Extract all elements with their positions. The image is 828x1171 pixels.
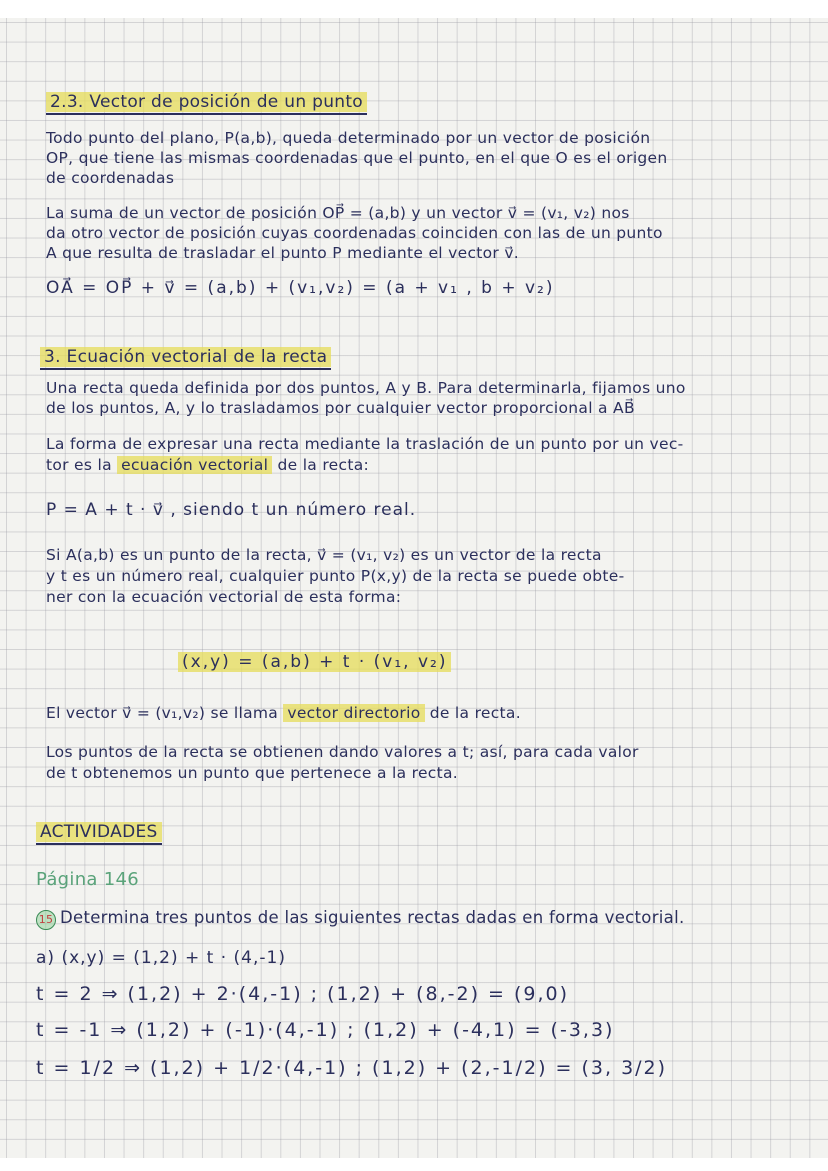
text-segment: de la recta. [429,704,521,722]
highlight-ecuacion-vectorial: ecuación vectorial [117,456,272,474]
text-line: de coordenadas [46,169,175,187]
exercise-text: Determina tres puntos de las siguientes rectas dadas en forma vectorial. [60,908,685,927]
solution-step: t = -1 ⇒ (1,2) + (-1)·(4,-1) ; (1,2) + (-4,1) = (-3,3) [36,1019,615,1041]
text-line: Todo punto del plano, P(a,b), queda determinado por un vector de posición [46,129,651,147]
text-line: ner con la ecuación vectorial de esta forma: [46,588,402,606]
section-heading-3: 3. Ecuación vectorial de la recta [40,347,331,367]
highlight-vector-directorio: vector directorio [283,704,424,722]
position-sum-equation: OA⃗ = OP⃗ + v⃗ = (a,b) + (v₁,v₂) = (a + v₁ , b + v₂) [46,278,555,298]
exercise-15 [36,908,685,930]
solution-step: t = 2 ⇒ (1,2) + 2·(4,-1) ; (1,2) + (8,-2) = (9,0) [36,983,570,1005]
text-segment: de la recta: [277,456,370,474]
vector-equation-formula: P = A + t · v⃗ , siendo t un número real. [46,500,417,520]
text-line: La forma de expresar una recta mediante la traslación de un punto por un vec- [46,435,684,453]
text-segment: tor es la [46,456,112,474]
section-heading-2-3: 2.3. Vector de posición de un punto [46,92,367,112]
text-line [46,455,369,475]
vector-equation-coordinates: (x,y) = (a,b) + t · (v₁, v₂) [178,652,451,672]
text-line: y t es un número real, cualquier punto P(x,y) de la recta se puede obte- [46,567,625,585]
exercise-part-a: a) (x,y) = (1,2) + t · (4,-1) [36,948,286,968]
text-line: Una recta queda definida por dos puntos, A y B. Para determinarla, fijamos uno [46,379,686,397]
text-line: A que resulta de trasladar el punto P mediante el vector v⃗. [46,244,520,262]
text-line [46,703,521,723]
text-segment: El vector v⃗ = (v₁,v₂) se llama [46,704,279,722]
text-line: La suma de un vector de posición OP⃗ = (a,b) y un vector v⃗ = (v₁, v₂) nos [46,204,630,222]
text-line: Si A(a,b) es un punto de la recta, v⃗ = (v₁, v₂) es un vector de la recta [46,546,602,564]
page-reference: Página 146 [36,869,140,890]
solution-step: t = 1/2 ⇒ (1,2) + 1/2·(4,-1) ; (1,2) + (2,-1/2) = (3, 3/2) [36,1057,668,1079]
exercise-number-badge: 15 [36,910,56,930]
text-line: de t obtenemos un punto que pertenece a la recta. [46,764,459,782]
text-line: da otro vector de posición cuyas coordenadas coinciden con las de un punto [46,224,663,242]
text-line: Los puntos de la recta se obtienen dando valores a t; así, para cada valor [46,743,639,761]
text-line: de los puntos, A, y lo trasladamos por cualquier vector proporcional a AB⃗ [46,399,635,417]
activities-heading: ACTIVIDADES [36,822,162,842]
text-line: OP, que tiene las mismas coordenadas que el punto, en el que O es el origen [46,149,668,167]
